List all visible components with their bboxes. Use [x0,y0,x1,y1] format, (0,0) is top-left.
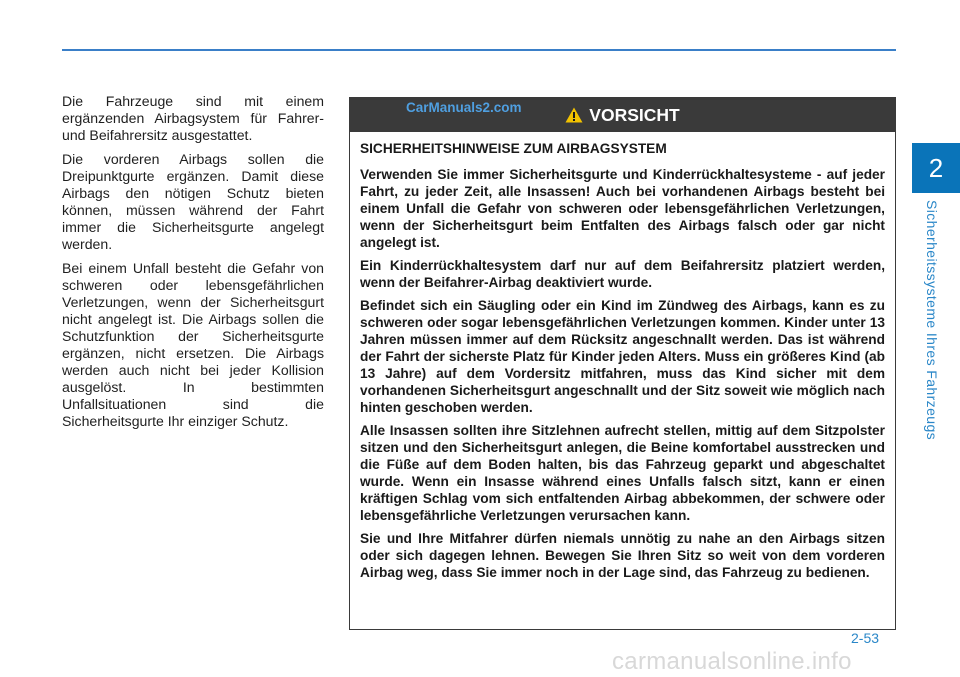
chapter-number: 2 [928,152,944,183]
chapter-number-tab [912,143,960,193]
intro-paragraph: Die vorderen Airbags sollen die Dreipunktgurte ergänzen. Damit diese Airbags den nötigen Schutz bieten können, müssen während der Fahrt immer die Sicherheitsgurte angelegt werden. [62,151,324,252]
caution-paragraph: Alle Insassen sollten ihre Sitzlehnen aufrecht stellen, mittig auf dem Sitzpolster sitzen und den Sicherheitsgurt anlegen, die Beine komfortabel ausstrecken und die Füße auf dem Boden halten, bis das Fahrzeug geparkt und abgeschaltet wurde. Wenn ein Insasse während eines Unfalls falsch sitzt, kann er einen kräftigen Schlag vom sich entfaltenden Airbag abbekommen, der schwere oder lebensgefährliche Verletzungen verursachen kann. [360,423,885,523]
intro-paragraph: Die Fahrzeuge sind mit einem ergänzenden Airbagsystem für Fahrer- und Beifahrersitz ausgestattet. [62,93,324,143]
caution-box [349,97,896,630]
caution-paragraph: Verwenden Sie immer Sicherheitsgurte und Kinderrückhaltesysteme - auf jeder Fahrt, zu jeder Zeit, alle Insassen! Auch bei vorhandenen Airbags besteht bei einem Unfall die Gefahr von schweren oder lebensgefährlichen Verletzungen, wenn der Sicherheitsgurt beim Entfalten des Airbags falsch oder gar nicht angelegt ist. [360,167,885,250]
caution-heading: SICHERHEITSHINWEISE ZUM AIRBAGSYSTEM [360,141,667,156]
footer-watermark[interactable]: carmanualsonline.info [612,648,852,675]
header-watermark[interactable]: CarManuals2.com [406,100,522,115]
intro-paragraph: Bei einem Unfall besteht die Gefahr von schweren oder lebensgefährlichen Verletzungen, wenn der Sicherheitsgurt nicht angelegt ist. Die Airbags sollen die Schutzfunktion der Sicherheitsgurte ergänzen, nicht ersetzen. Die Airbags werden auch nicht bei jeder Kollision ausgelöst. In bestimmten Unfallsituationen sind die Sicherheitsgurte Ihr einziger Schutz. [62,260,324,429]
caution-paragraph: Ein Kinderrückhaltesystem darf nur auf dem Beifahrersitz platziert werden, wenn der Beifahrer-Airbag deaktiviert wurde. [360,258,885,290]
header-rule [62,49,896,51]
caution-title: VORSICHT [589,104,680,125]
intro-text-column [62,93,324,437]
warning-triangle-icon [565,107,583,123]
page-number: 2-53 [851,630,880,646]
caution-header [350,98,895,132]
caution-body [350,132,895,581]
caution-paragraph: Sie und Ihre Mitfahrer dürfen niemals unnötig zu nahe an den Airbags sitzen oder sich dagegen lehnen. Bewegen Sie Ihren Sitz so weit von dem vorderen Airbag weg, dass Sie immer noch in der Lage sind, das Fahrzeug zu bedienen. [360,531,885,580]
chapter-title: Sicherheitssysteme Ihres Fahrzeugs [924,200,940,441]
caution-paragraph: Befindet sich ein Säugling oder ein Kind im Zündweg des Airbags, kann es zu schweren oder sogar lebensgefährlichen Verletzungen kommen. Kinder unter 13 Jahren müssen immer auf dem Rücksitz angeschnallt werden. Das ist während der Fahrt der sicherste Platz für Kinder jeden Alters. Muss ein größeres Kind (ab 13 Jahre) auf dem Vordersitz mitfahren, muss das Kind sicher mit dem vorhandenen Sicherheitsgurt angeschnallt und der Sitz soweit wie möglich nach hinten geschoben werden. [360,298,885,415]
